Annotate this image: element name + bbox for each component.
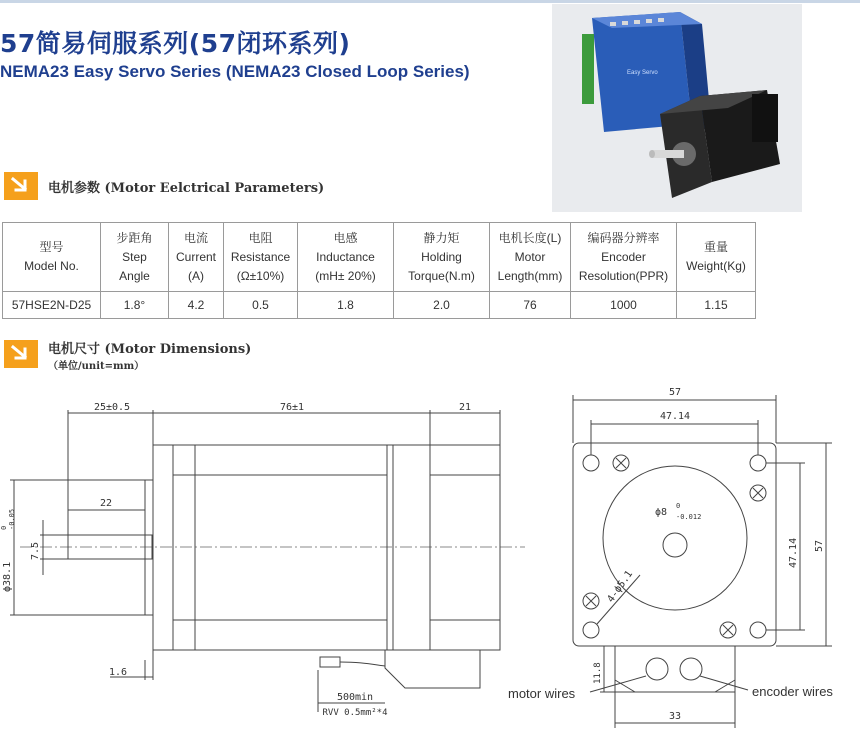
- dim-conn-w-label: 33: [668, 711, 682, 722]
- cable-spec-label: RVV 0.5mm²*4: [322, 708, 388, 718]
- dim-mount-label: 4-ϕ5.1: [605, 568, 636, 605]
- header-encoder-resolution: 编码器分辨率 Encoder Resolution(PPR): [571, 223, 677, 292]
- table-header-row: [3, 223, 756, 292]
- dim-height-label: 57: [814, 539, 825, 552]
- section-dimensions-title: 电机尺寸 (Motor Dimensions): [48, 342, 252, 357]
- cell-inductance: 1.8: [298, 292, 394, 319]
- dim-shaft-dia-label: 7.5: [30, 541, 41, 560]
- header-weight: 重量 Weight(Kg): [677, 223, 756, 292]
- dim-shaft-label: 22: [99, 498, 113, 509]
- header-motor-length: 电机长度(L) Motor Length(mm): [490, 223, 571, 292]
- top-rule: [0, 0, 860, 3]
- section-electrical-title: 电机参数 (Motor Eelctrical Parameters): [48, 180, 325, 196]
- dim-thick-label: 1.6: [108, 667, 128, 678]
- header-inductance: 电感 Inductance (mH± 20%): [298, 223, 394, 292]
- dim-bore-tol-up: 0: [676, 502, 681, 510]
- side-view: [10, 410, 525, 712]
- product-photo: [552, 4, 802, 212]
- dim-bore-label: ϕ8: [655, 507, 668, 518]
- arrow-down-right-icon: [4, 172, 38, 200]
- dim-conn-h-label: 11.8: [593, 662, 603, 684]
- dim-width-label: 57: [668, 387, 682, 398]
- parameters-table: [2, 222, 756, 319]
- section-electrical-header: [4, 172, 324, 200]
- section-dimensions-unit: （单位/unit=mm）: [48, 361, 145, 372]
- dim-cable-label: 500min: [336, 692, 374, 703]
- header-model: 型号 Model No.: [3, 223, 101, 292]
- cell-resistance: 0.5: [224, 292, 298, 319]
- front-view-labels: [593, 387, 825, 722]
- cell-weight: 1.15: [677, 292, 756, 319]
- dim-holes-v-label: 47.14: [788, 537, 799, 568]
- cell-holding-torque: 2.0: [394, 292, 490, 319]
- dim-boss-label: ϕ38.1: [2, 561, 13, 592]
- cell-encoder-resolution: 1000: [571, 292, 677, 319]
- side-view-labels: [0, 402, 471, 718]
- cell-step-angle: 1.8°: [101, 292, 169, 319]
- header-holding-torque: 静力矩 Holding Torque(N.m): [394, 223, 490, 292]
- header-current: 电流 Current (A): [169, 223, 224, 292]
- dim-boss-tol-low: -0.05: [8, 508, 16, 530]
- svg-text:Easy Servo: Easy Servo: [627, 70, 658, 76]
- dim-body-label: 76±1: [279, 402, 305, 413]
- arrow-down-right-icon: [4, 340, 38, 368]
- encoder-wires-label: encoder wires: [752, 684, 833, 699]
- dim-encoder-label: 21: [458, 402, 472, 413]
- dim-boss-tol-up: 0: [0, 525, 8, 530]
- header-step-angle: 步距角 Step Angle: [101, 223, 169, 292]
- dim-bore-tol-low: -0.012: [676, 513, 702, 521]
- dim-flange-label: 25±0.5: [93, 402, 131, 413]
- cell-current: 4.2: [169, 292, 224, 319]
- section-dimensions-header: [4, 338, 251, 372]
- dimension-drawing: [0, 378, 860, 735]
- cell-motor-length: 76: [490, 292, 571, 319]
- page-subtitle: NEMA23 Easy Servo Series (NEMA23 Closed Loop Series): [0, 62, 470, 81]
- page-title: 57简易伺服系列(57闭环系列): [0, 29, 351, 58]
- header-resistance: 电阻 Resistance (Ω±10%): [224, 223, 298, 292]
- motor-wires-label: motor wires: [508, 686, 576, 701]
- table-row: [3, 292, 756, 319]
- cell-model: 57HSE2N-D25: [3, 292, 101, 319]
- dim-holes-label: 47.14: [659, 411, 691, 422]
